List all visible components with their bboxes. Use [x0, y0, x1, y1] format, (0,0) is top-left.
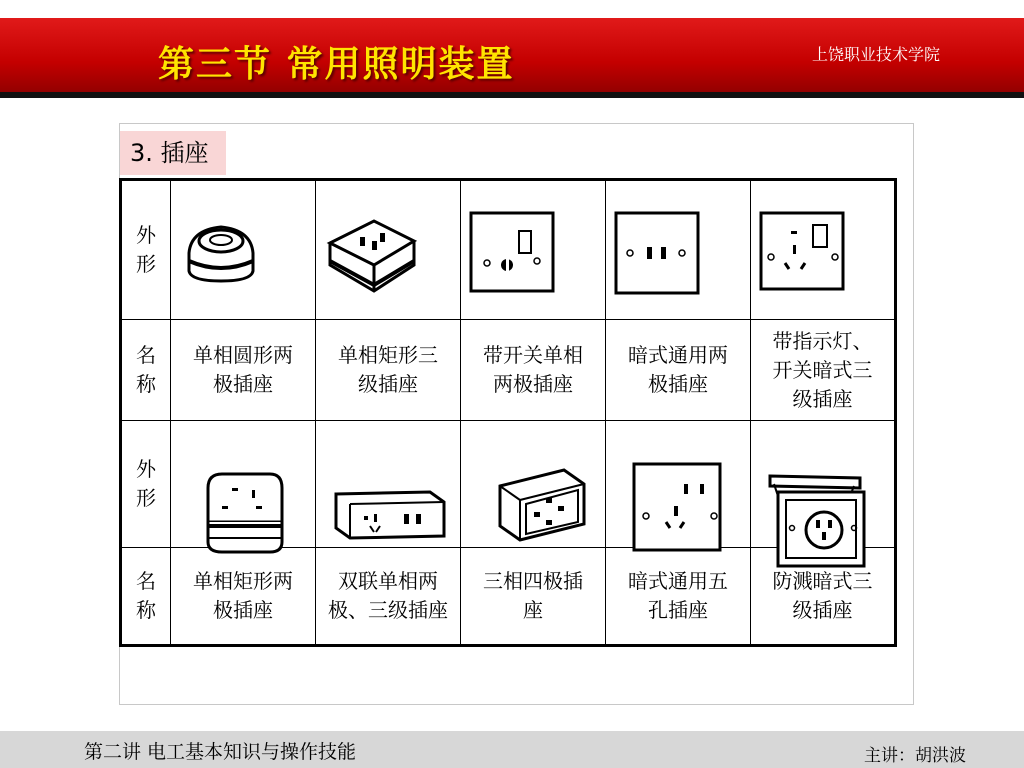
- socket-name-cell: 单相矩形三级插座: [316, 320, 461, 421]
- socket-name-cell: 暗式通用两极插座: [606, 320, 751, 421]
- socket-name-cell: 带开关单相两极插座: [461, 320, 606, 421]
- round-two-pole-socket-icon: [171, 180, 316, 320]
- school-name: 上饶职业技术学院: [812, 45, 941, 64]
- rect-two-pole-socket-icon: [200, 466, 290, 558]
- page-title: 第三节 常用照明装置: [158, 44, 515, 85]
- socket-name-cell: 暗式通用五孔插座: [606, 548, 751, 646]
- socket-name-cell: 双联单相两极、三级插座: [316, 548, 461, 646]
- switched-two-pole-socket-icon: [461, 180, 606, 320]
- section-label: 3. 插座: [120, 131, 226, 175]
- three-phase-four-pole-socket-icon: [494, 466, 590, 546]
- socket-name-cell: 三相四极插座: [461, 548, 606, 646]
- row-head-name: 名称: [121, 548, 171, 646]
- flush-two-pole-socket-icon: [606, 180, 751, 320]
- header-divider: [0, 92, 1024, 98]
- socket-name-cell: 单相圆形两极插座: [171, 320, 316, 421]
- switched-indicator-three-pole-socket-icon: [751, 180, 896, 320]
- rect-three-pole-socket-icon: [316, 180, 461, 320]
- double-socket-icon: [330, 486, 450, 546]
- splash-proof-socket-icon: [764, 468, 874, 568]
- row-head-appearance: 外形: [121, 421, 171, 548]
- lecture-title: 第二讲 电工基本知识与操作技能: [84, 741, 357, 763]
- socket-name-cell: 带指示灯、开关暗式三级插座: [751, 320, 896, 421]
- teacher-name: 主讲：胡洪波: [864, 746, 966, 766]
- row-head-name: 名称: [121, 320, 171, 421]
- socket-table: [119, 178, 897, 647]
- socket-name-cell: 防溅暗式三级插座: [751, 548, 896, 646]
- row-head-appearance: 外形: [121, 180, 171, 320]
- five-hole-socket-icon: [626, 458, 726, 554]
- socket-name-cell: 单相矩形两极插座: [171, 548, 316, 646]
